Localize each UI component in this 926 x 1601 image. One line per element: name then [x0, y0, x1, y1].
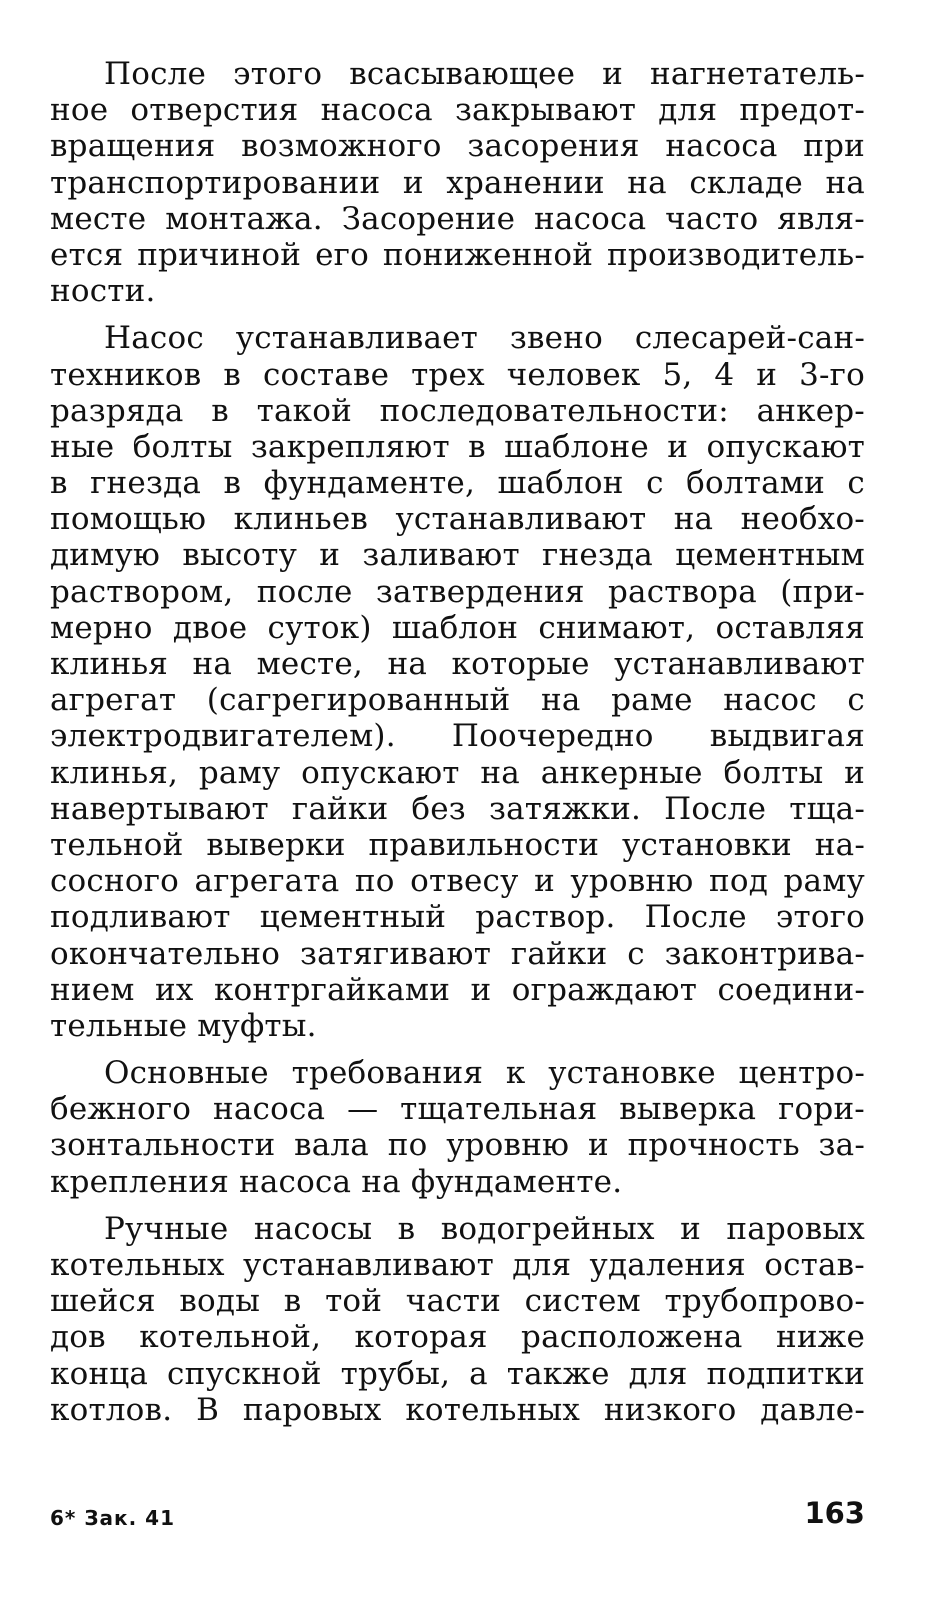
- paragraph: [50, 1055, 865, 1200]
- text-line: ности.: [50, 273, 156, 310]
- text-line: нием их контргайками и ограждают соедини-: [50, 971, 865, 1008]
- printer-signature: 6* Зак. 41: [50, 1506, 176, 1530]
- text-line: окончательно затягивают гайки с законтрива-: [50, 935, 865, 972]
- text-line: бежного насоса — тщательная выверка гори-: [50, 1091, 865, 1128]
- text-line: разряда в такой последовательности: анкер-: [50, 392, 865, 429]
- text-line: клинья на месте, на которые устанавливают: [50, 646, 865, 682]
- text-line: ное отверстия насоса закрывают для предот-: [50, 92, 865, 129]
- text-line: зонтальности вала по уровню и прочность за-: [50, 1127, 865, 1164]
- page-body: [50, 56, 865, 1439]
- text-line: агрегат (сагрегированный на раме насос с: [50, 682, 865, 719]
- text-line: техников в составе трех человек 5, 4 и 3-го: [50, 356, 865, 393]
- text-line: тельные муфты.: [50, 1007, 317, 1044]
- paragraph: [50, 56, 865, 309]
- text-line: транспортировании и хранении на складе на: [50, 164, 865, 201]
- text-line: ется причиной его пониженной производитель-: [50, 236, 865, 273]
- text-line: сосного агрегата по отвесу и уровню под раму: [50, 863, 865, 900]
- page-footer: [50, 1496, 865, 1540]
- page-number: 163: [804, 1496, 865, 1530]
- text-line: клинья, раму опускают на анкерные болты и: [50, 754, 865, 791]
- text-line: конца спускной трубы, а также для подпитки: [50, 1355, 865, 1392]
- text-line: мерно двое суток) шаблон снимают, оставляя: [50, 609, 865, 646]
- text-line: котельных устанавливают для удаления остав-: [50, 1247, 865, 1283]
- text-line: Насос устанавливает звено слесарей-сан-: [104, 320, 865, 357]
- text-line: Основные требования к установке центро-: [104, 1055, 865, 1092]
- text-line: После этого всасывающее и нагнетатель-: [104, 56, 865, 92]
- text-line: крепления насоса на фундаменте.: [50, 1163, 623, 1200]
- text-line: электродвигателем). Поочередно выдвигая: [50, 718, 865, 755]
- text-line: вращения возможного засорения насоса при: [50, 128, 865, 165]
- text-line: дов котельной, которая расположена ниже: [50, 1319, 865, 1356]
- text-line: подливают цементный раствор. После этого: [50, 899, 865, 936]
- text-line: в гнезда в фундаменте, шаблон с болтами с: [50, 465, 865, 502]
- text-line: навертывают гайки без затяжки. После тща-: [50, 790, 865, 827]
- text-line: шейся воды в той части систем трубопрово-: [50, 1283, 865, 1320]
- text-line: раствором, после затвердения раствора (при-: [50, 573, 865, 610]
- text-line: димую высоту и заливают гнезда цементным: [50, 537, 865, 574]
- text-line: тельной выверки правильности установки на-: [50, 826, 865, 863]
- paragraph: [50, 320, 865, 1044]
- text-line: Ручные насосы в водогрейных и паровых: [104, 1210, 865, 1247]
- paragraph: [50, 1211, 865, 1428]
- text-line: ные болты закрепляют в шаблоне и опускают: [50, 428, 865, 465]
- text-line: месте монтажа. Засорение насоса часто явля-: [50, 200, 865, 237]
- text-line: котлов. В паровых котельных низкого давле-: [50, 1391, 865, 1428]
- text-line: помощью клиньев устанавливают на необхо-: [50, 501, 865, 538]
